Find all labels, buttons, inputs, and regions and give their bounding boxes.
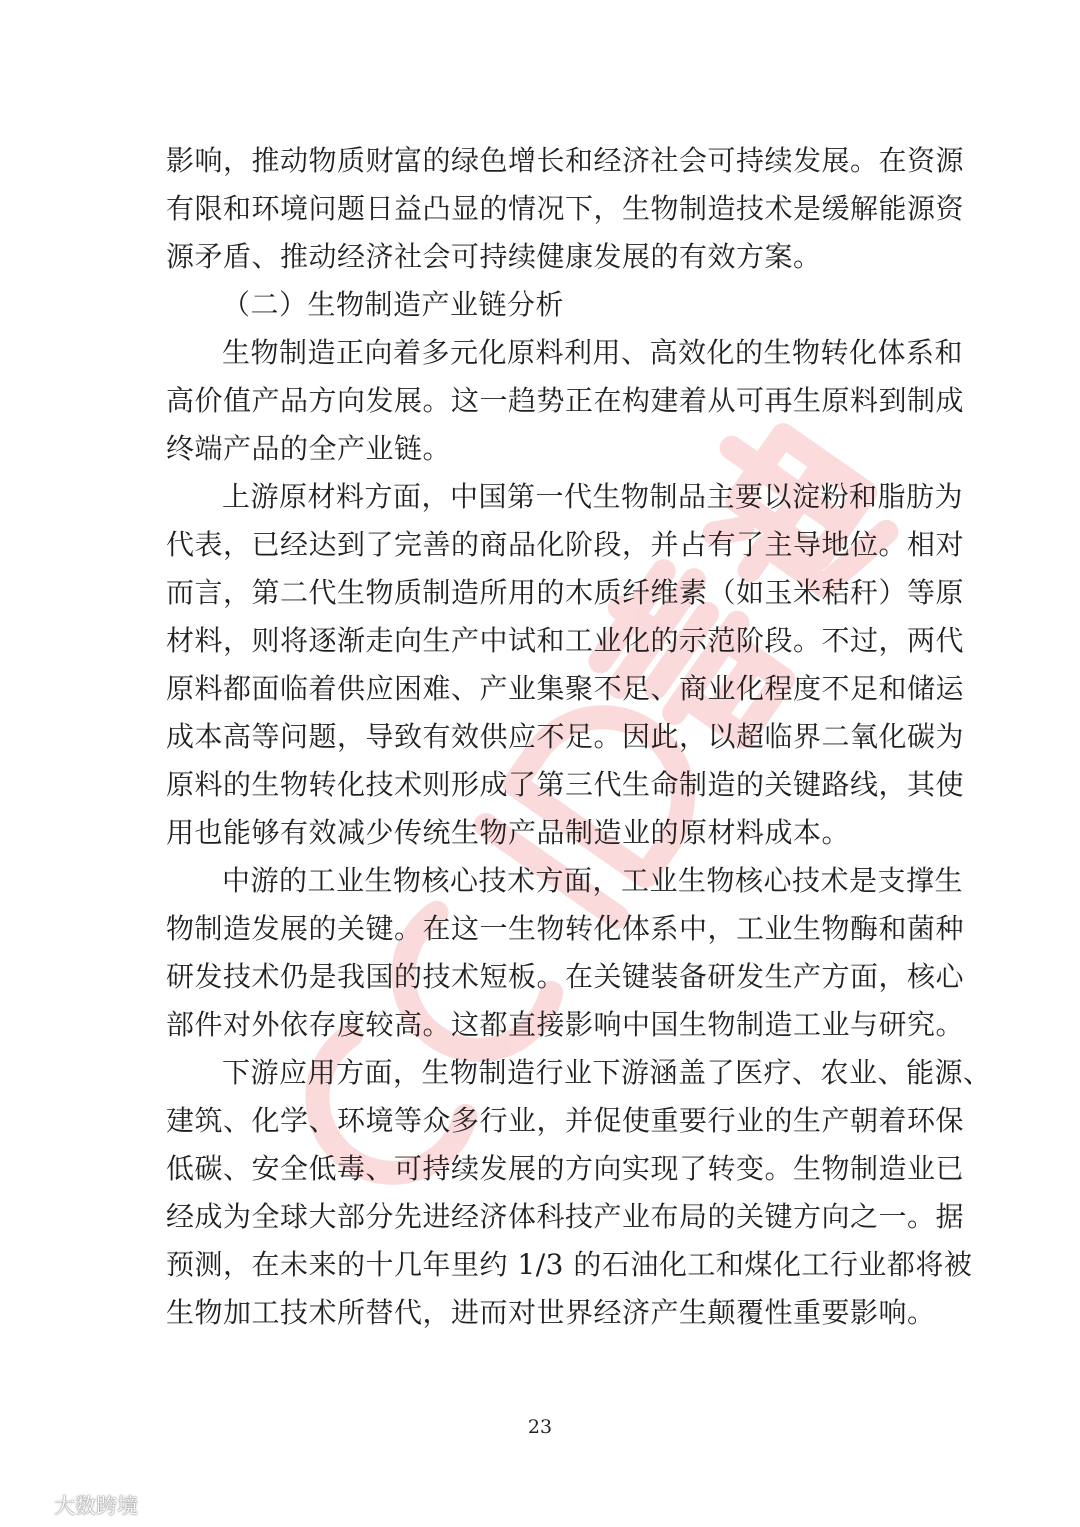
text-line: 建筑、化学、环境等众多行业，并促使重要行业的生产朝着环保 — [166, 1104, 965, 1137]
text-line: 成本高等问题，导致有效供应不足。因此，以超临界二氧化碳为 — [166, 720, 965, 753]
text-line: 物制造发展的关键。在这一生物转化体系中，工业生物酶和菌种 — [166, 912, 965, 945]
text-line: 研发技术仍是我国的技术短板。在关键装备研发生产方面，核心 — [166, 960, 965, 993]
source-watermark — [10, 1490, 138, 1520]
text-line: 中游的工业生物核心技术方面，工业生物核心技术是支撑生 — [222, 864, 964, 897]
text-line: 生物加工技术所替代，进而对世界经济产生颠覆性重要影响。 — [166, 1296, 936, 1329]
text-line: 影响，推动物质财富的绿色增长和经济社会可持续发展。在资源 — [166, 144, 965, 177]
text-line: 源矛盾、推动经济社会可持续健康发展的有效方案。 — [166, 240, 822, 273]
section-heading: （二）生物制造产业链分析 — [222, 288, 565, 321]
body-text — [166, 137, 992, 1337]
text-line: 有限和环境问题日益凸显的情况下，生物制造技术是缓解能源资 — [166, 192, 965, 225]
text-line: 经成为全球大部分先进经济体科技产业布局的关键方向之一。据 — [166, 1200, 965, 1233]
text-line: 高价值产品方向发展。这一趋势正在构建着从可再生原料到制成 — [166, 384, 965, 417]
text-line: 原料的生物转化技术则形成了第三代生命制造的关键路线，其使 — [166, 768, 965, 801]
text-line: 代表，已经达到了完善的商品化阶段，并占有了主导地位。相对 — [166, 528, 965, 561]
text-line: 而言，第二代生物质制造所用的木质纤维素（如玉米秸秆）等原 — [166, 576, 965, 609]
page-number: 23 — [527, 1416, 553, 1438]
text-line: 材料，则将逐渐走向生产中试和工业化的示范阶段。不过，两代 — [166, 624, 965, 657]
text-line: 低碳、安全低毒、可持续发展的方向实现了转变。生物制造业已 — [166, 1152, 965, 1185]
text-line: 用也能够有效减少传统生物产品制造业的原材料成本。 — [166, 816, 851, 849]
text-line: 生物制造正向着多元化原料利用、高效化的生物转化体系和 — [222, 336, 964, 369]
text-line: 下游应用方面，生物制造行业下游涵盖了医疗、农业、能源、 — [222, 1056, 992, 1089]
text-line: 部件对外依存度较高。这都直接影响中国生物制造工业与研究。 — [166, 1008, 965, 1041]
text-line: 上游原材料方面，中国第一代生物制品主要以淀粉和脂肪为 — [222, 480, 964, 513]
text-line: 预测，在未来的十几年里约 1/3 的石油化工和煤化工行业都将被 — [166, 1248, 973, 1281]
source-label: 大数跨境 — [54, 1494, 138, 1518]
text-line: 终端产品的全产业链。 — [166, 432, 452, 465]
text-line: 原料都面临着供应困难、产业集聚不足、商业化程度不足和储运 — [166, 672, 965, 705]
eye-logo-icon — [10, 1494, 48, 1516]
